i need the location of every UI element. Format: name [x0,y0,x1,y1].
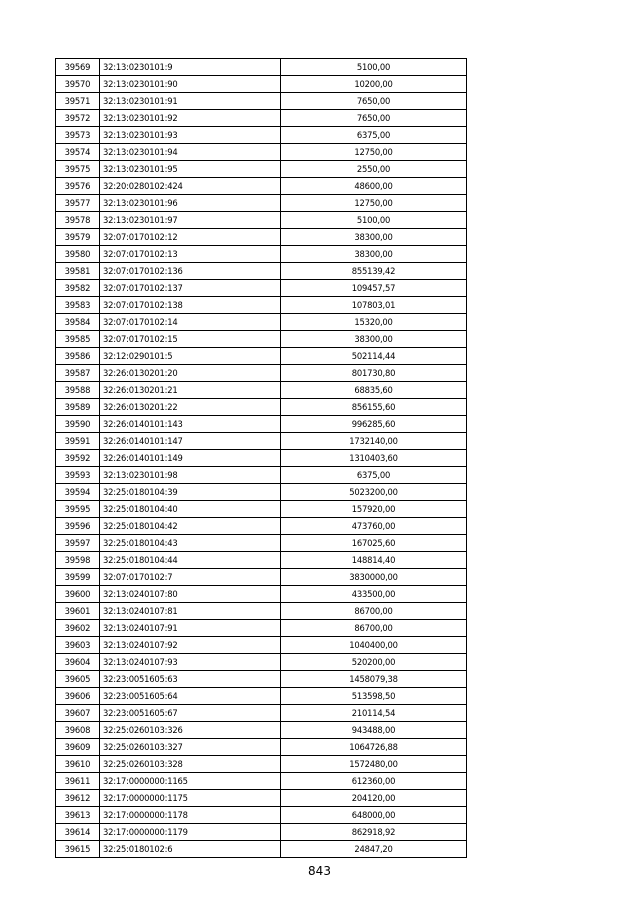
table-row [56,620,467,637]
value-cell: 1064726,88 [281,739,467,756]
table-row [56,297,467,314]
value-cell: 109457,57 [281,280,467,297]
value-cell: 38300,00 [281,246,467,263]
table-row [56,212,467,229]
table-row [56,501,467,518]
cadastral-number-cell: 32:25:0180104:39 [100,484,281,501]
row-number-cell: 39605 [56,671,100,688]
cadastral-number-cell: 32:13:0240107:91 [100,620,281,637]
table-row [56,654,467,671]
cadastral-number-cell: 32:25:0260103:328 [100,756,281,773]
row-number-cell: 39583 [56,297,100,314]
row-number-cell: 39600 [56,586,100,603]
table-row [56,790,467,807]
row-number-cell: 39612 [56,790,100,807]
value-cell: 12750,00 [281,144,467,161]
value-cell: 5100,00 [281,212,467,229]
row-number-cell: 39609 [56,739,100,756]
row-number-cell: 39576 [56,178,100,195]
value-cell: 1732140,00 [281,433,467,450]
cadastral-number-cell: 32:26:0130201:20 [100,365,281,382]
cadastral-number-cell: 32:23:0051605:64 [100,688,281,705]
row-number-cell: 39599 [56,569,100,586]
table-row [56,365,467,382]
row-number-cell: 39582 [56,280,100,297]
value-cell: 6375,00 [281,127,467,144]
row-number-cell: 39596 [56,518,100,535]
table-row [56,399,467,416]
row-number-cell: 39590 [56,416,100,433]
table-row [56,586,467,603]
row-number-cell: 39593 [56,467,100,484]
value-cell: 862918,92 [281,824,467,841]
row-number-cell: 39594 [56,484,100,501]
value-cell: 801730,80 [281,365,467,382]
cadastral-value-table [55,58,467,858]
table-row [56,229,467,246]
cadastral-number-cell: 32:26:0140101:147 [100,433,281,450]
row-number-cell: 39579 [56,229,100,246]
table-row [56,76,467,93]
table-row [56,603,467,620]
row-number-cell: 39575 [56,161,100,178]
value-cell: 148814,40 [281,552,467,569]
value-cell: 612360,00 [281,773,467,790]
table-row [56,467,467,484]
value-cell: 86700,00 [281,620,467,637]
value-cell: 6375,00 [281,467,467,484]
table-row [56,688,467,705]
cadastral-number-cell: 32:25:0180104:42 [100,518,281,535]
row-number-cell: 39585 [56,331,100,348]
cadastral-number-cell: 32:17:0000000:1175 [100,790,281,807]
value-cell: 943488,00 [281,722,467,739]
cadastral-number-cell: 32:17:0000000:1179 [100,824,281,841]
row-number-cell: 39614 [56,824,100,841]
row-number-cell: 39588 [56,382,100,399]
row-number-cell: 39597 [56,535,100,552]
row-number-cell: 39584 [56,314,100,331]
cadastral-number-cell: 32:13:0230101:9 [100,59,281,76]
value-cell: 38300,00 [281,229,467,246]
row-number-cell: 39592 [56,450,100,467]
cadastral-number-cell: 32:25:0180104:44 [100,552,281,569]
row-number-cell: 39603 [56,637,100,654]
value-cell: 38300,00 [281,331,467,348]
value-cell: 1572480,00 [281,756,467,773]
row-number-cell: 39611 [56,773,100,790]
table-row [56,739,467,756]
row-number-cell: 39598 [56,552,100,569]
cadastral-number-cell: 32:13:0240107:93 [100,654,281,671]
table-row [56,552,467,569]
table-row [56,535,467,552]
cadastral-number-cell: 32:25:0180104:43 [100,535,281,552]
value-cell: 513598,50 [281,688,467,705]
value-cell: 473760,00 [281,518,467,535]
value-cell: 107803,01 [281,297,467,314]
value-cell: 157920,00 [281,501,467,518]
row-number-cell: 39571 [56,93,100,110]
row-number-cell: 39604 [56,654,100,671]
value-cell: 12750,00 [281,195,467,212]
cadastral-number-cell: 32:07:0170102:138 [100,297,281,314]
value-cell: 5100,00 [281,59,467,76]
value-cell: 1458079,38 [281,671,467,688]
value-cell: 648000,00 [281,807,467,824]
table-row [56,110,467,127]
table-row [56,450,467,467]
table-row [56,722,467,739]
value-cell: 210114,54 [281,705,467,722]
row-number-cell: 39574 [56,144,100,161]
table-row [56,280,467,297]
value-cell: 7650,00 [281,110,467,127]
value-cell: 2550,00 [281,161,467,178]
cadastral-number-cell: 32:07:0170102:14 [100,314,281,331]
table-row [56,195,467,212]
row-number-cell: 39607 [56,705,100,722]
value-cell: 7650,00 [281,93,467,110]
cadastral-number-cell: 32:07:0170102:136 [100,263,281,280]
table-row [56,93,467,110]
table-row [56,382,467,399]
row-number-cell: 39591 [56,433,100,450]
table-row [56,263,467,280]
row-number-cell: 39615 [56,841,100,858]
row-number-cell: 39602 [56,620,100,637]
row-number-cell: 39580 [56,246,100,263]
row-number-cell: 39586 [56,348,100,365]
row-number-cell: 39578 [56,212,100,229]
row-number-cell: 39589 [56,399,100,416]
cadastral-number-cell: 32:25:0260103:327 [100,739,281,756]
table-row [56,161,467,178]
table-row [56,144,467,161]
value-cell: 856155,60 [281,399,467,416]
value-cell: 3830000,00 [281,569,467,586]
table-row [56,314,467,331]
cadastral-number-cell: 32:13:0230101:91 [100,93,281,110]
table-row [56,59,467,76]
cadastral-number-cell: 32:13:0230101:92 [100,110,281,127]
cadastral-number-cell: 32:23:0051605:67 [100,705,281,722]
value-cell: 855139,42 [281,263,467,280]
cadastral-number-cell: 32:07:0170102:13 [100,246,281,263]
table-row [56,637,467,654]
table-row [56,518,467,535]
table-row [56,127,467,144]
row-number-cell: 39608 [56,722,100,739]
table-row [56,331,467,348]
table-row [56,348,467,365]
row-number-cell: 39570 [56,76,100,93]
cadastral-number-cell: 32:07:0170102:137 [100,280,281,297]
cadastral-number-cell: 32:13:0240107:80 [100,586,281,603]
table-row [56,671,467,688]
value-cell: 24847,20 [281,841,467,858]
cadastral-number-cell: 32:25:0180102:6 [100,841,281,858]
cadastral-number-cell: 32:13:0230101:98 [100,467,281,484]
cadastral-number-cell: 32:13:0230101:96 [100,195,281,212]
value-cell: 48600,00 [281,178,467,195]
row-number-cell: 39587 [56,365,100,382]
cadastral-number-cell: 32:07:0170102:7 [100,569,281,586]
cadastral-number-cell: 32:13:0230101:97 [100,212,281,229]
table-row [56,484,467,501]
cadastral-number-cell: 32:17:0000000:1165 [100,773,281,790]
page-number: 843 [308,864,331,878]
cadastral-number-cell: 32:26:0130201:22 [100,399,281,416]
value-cell: 1040400,00 [281,637,467,654]
table-row [56,841,467,858]
table-row [56,773,467,790]
table-row [56,807,467,824]
value-cell: 167025,60 [281,535,467,552]
table-row [56,178,467,195]
row-number-cell: 39569 [56,59,100,76]
cadastral-number-cell: 32:26:0140101:149 [100,450,281,467]
value-cell: 520200,00 [281,654,467,671]
row-number-cell: 39613 [56,807,100,824]
row-number-cell: 39601 [56,603,100,620]
table-row [56,705,467,722]
cadastral-number-cell: 32:17:0000000:1178 [100,807,281,824]
table-row [56,246,467,263]
cadastral-number-cell: 32:07:0170102:15 [100,331,281,348]
row-number-cell: 39577 [56,195,100,212]
value-cell: 68835,60 [281,382,467,399]
cadastral-number-cell: 32:25:0260103:326 [100,722,281,739]
table-body [56,59,467,858]
table-row [56,433,467,450]
cadastral-number-cell: 32:12:0290101:5 [100,348,281,365]
value-cell: 502114,44 [281,348,467,365]
row-number-cell: 39606 [56,688,100,705]
cadastral-number-cell: 32:26:0140101:143 [100,416,281,433]
value-cell: 15320,00 [281,314,467,331]
table-row [56,416,467,433]
table-row [56,824,467,841]
cadastral-number-cell: 32:13:0230101:90 [100,76,281,93]
value-cell: 1310403,60 [281,450,467,467]
value-cell: 5023200,00 [281,484,467,501]
cadastral-number-cell: 32:13:0230101:93 [100,127,281,144]
cadastral-number-cell: 32:20:0280102:424 [100,178,281,195]
row-number-cell: 39581 [56,263,100,280]
value-cell: 433500,00 [281,586,467,603]
cadastral-number-cell: 32:25:0180104:40 [100,501,281,518]
cadastral-number-cell: 32:13:0240107:92 [100,637,281,654]
row-number-cell: 39610 [56,756,100,773]
value-cell: 996285,60 [281,416,467,433]
cadastral-number-cell: 32:07:0170102:12 [100,229,281,246]
value-cell: 204120,00 [281,790,467,807]
row-number-cell: 39595 [56,501,100,518]
table-row [56,569,467,586]
value-cell: 86700,00 [281,603,467,620]
cadastral-number-cell: 32:26:0130201:21 [100,382,281,399]
cadastral-number-cell: 32:23:0051605:63 [100,671,281,688]
cadastral-number-cell: 32:13:0230101:94 [100,144,281,161]
row-number-cell: 39573 [56,127,100,144]
value-cell: 10200,00 [281,76,467,93]
row-number-cell: 39572 [56,110,100,127]
cadastral-number-cell: 32:13:0230101:95 [100,161,281,178]
cadastral-number-cell: 32:13:0240107:81 [100,603,281,620]
table-row [56,756,467,773]
